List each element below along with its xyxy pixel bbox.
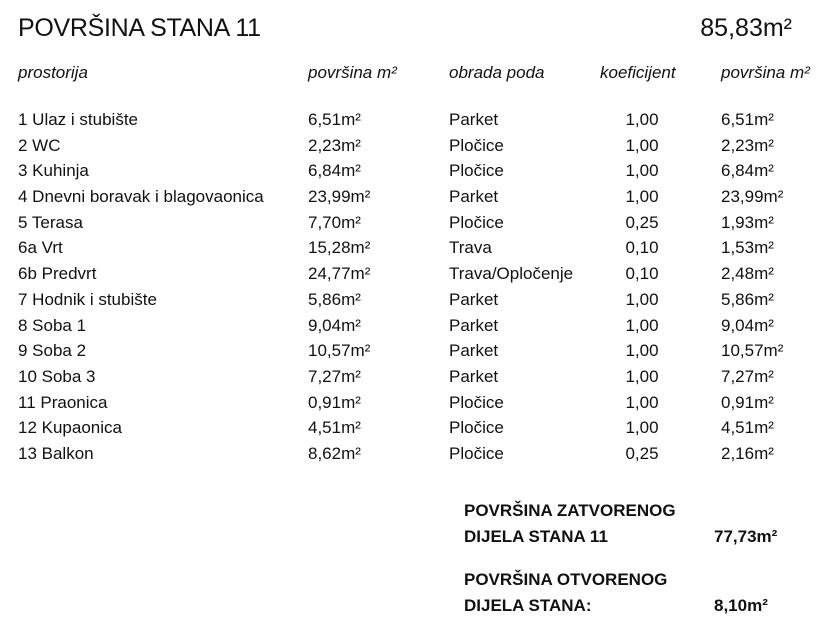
- table-row: [0, 313, 840, 339]
- header-room: prostorija: [18, 63, 88, 82]
- row-floor: Pločice: [449, 135, 504, 155]
- row-result: 2,16m²: [721, 443, 774, 463]
- row-result: 6,51m²: [721, 110, 774, 129]
- header-area: površina m²: [308, 63, 397, 82]
- row-coefficient: 1,00: [625, 366, 659, 386]
- row-room: 3 Kuhinja: [18, 161, 89, 181]
- table-row: [0, 415, 840, 441]
- row-result: 6,84m²: [721, 161, 774, 181]
- row-coefficient: 0,25: [625, 443, 659, 463]
- row-floor: Parket: [449, 289, 499, 309]
- row-floor: Parket: [449, 187, 499, 207]
- row-result: 1,53m²: [721, 238, 774, 258]
- row-result: 4,51m²: [721, 418, 774, 438]
- row-room: 6b Predvrt: [18, 264, 97, 284]
- table-row: [0, 261, 840, 287]
- header-coefficient: koeficijent: [600, 63, 676, 82]
- table-row: [0, 287, 840, 313]
- row-result: 2,48m²: [721, 264, 774, 284]
- row-floor: Parket: [449, 315, 499, 335]
- row-area: 9,04m²: [308, 315, 361, 335]
- row-result: 10,57m²: [721, 341, 784, 361]
- table-row: [0, 158, 840, 184]
- row-room: 10 Soba 3: [18, 366, 96, 386]
- row-room: 1 Ulaz i stubište: [18, 110, 138, 129]
- closed-area-value: 77,73m²: [714, 527, 778, 546]
- row-room: 8 Soba 1: [18, 315, 87, 335]
- table-row: [0, 107, 840, 133]
- row-room: 5 Terasa: [18, 212, 83, 232]
- row-area: 15,28m²: [308, 238, 371, 258]
- row-coefficient: 1,00: [625, 341, 659, 361]
- row-floor: Parket: [449, 366, 499, 386]
- row-floor: Trava/Opločenje: [449, 264, 574, 284]
- row-area: 5,86m²: [308, 289, 361, 309]
- table-row: [0, 390, 840, 416]
- row-room: 6a Vrt: [18, 238, 63, 258]
- open-area-label-line2: DIJELA STANA:: [464, 596, 592, 615]
- row-room: 2 WC: [18, 135, 61, 155]
- row-floor: Pločice: [449, 443, 504, 463]
- row-floor: Pločice: [449, 418, 504, 438]
- row-result: 23,99m²: [721, 187, 784, 207]
- table-row: [0, 338, 840, 364]
- row-room: 12 Kupaonica: [18, 418, 122, 438]
- row-coefficient: 0,10: [625, 238, 659, 258]
- row-result: 9,04m²: [721, 315, 774, 335]
- row-area: 7,27m²: [308, 366, 361, 386]
- row-coefficient: 1,00: [625, 289, 659, 309]
- row-coefficient: 1,00: [625, 418, 659, 438]
- open-area-label-line1: POVRŠINA OTVORENOG: [464, 570, 668, 589]
- table-row: [0, 364, 840, 390]
- row-coefficient: 1,00: [625, 110, 659, 129]
- room-table: [0, 107, 840, 467]
- row-coefficient: 0,25: [625, 212, 659, 232]
- closed-area-label-line1: POVRŠINA ZATVORENOG: [464, 501, 676, 520]
- header-result: površina m²: [721, 63, 810, 82]
- header-floor: obrada poda: [449, 63, 545, 82]
- row-area: 2,23m²: [308, 135, 361, 155]
- row-coefficient: 1,00: [625, 161, 659, 181]
- row-area: 23,99m²: [308, 187, 371, 207]
- row-floor: Trava: [449, 238, 492, 258]
- row-floor: Pločice: [449, 212, 504, 232]
- row-result: 5,86m²: [721, 289, 774, 309]
- row-result: 1,93m²: [721, 212, 774, 232]
- total-area: 85,83m²: [700, 14, 792, 42]
- row-coefficient: 1,00: [625, 187, 659, 207]
- row-area: 4,51m²: [308, 418, 361, 438]
- row-room: 4 Dnevni boravak i blagovaonica: [18, 187, 264, 207]
- closed-area-label-line2: DIJELA STANA 11: [464, 527, 608, 546]
- table-row: [0, 441, 840, 467]
- row-floor: Pločice: [449, 392, 504, 412]
- row-area: 24,77m²: [308, 264, 371, 284]
- row-floor: Parket: [449, 110, 499, 129]
- row-result: 2,23m²: [721, 135, 774, 155]
- row-area: 8,62m²: [308, 443, 361, 463]
- row-coefficient: 1,00: [625, 392, 659, 412]
- row-area: 6,51m²: [308, 110, 361, 129]
- row-room: 11 Praonica: [18, 392, 108, 412]
- page-title: POVRŠINA STANA 11: [18, 14, 261, 42]
- table-row: [0, 184, 840, 210]
- open-area-value: 8,10m²: [714, 596, 768, 615]
- table-row: [0, 133, 840, 159]
- row-room: 13 Balkon: [18, 443, 94, 463]
- row-coefficient: 1,00: [625, 135, 659, 155]
- row-area: 10,57m²: [308, 341, 371, 361]
- row-floor: Pločice: [449, 161, 504, 181]
- row-result: 0,91m²: [721, 392, 774, 412]
- table-row: [0, 210, 840, 236]
- row-result: 7,27m²: [721, 366, 774, 386]
- table-row: [0, 235, 840, 261]
- row-area: 0,91m²: [308, 392, 361, 412]
- row-room: 7 Hodnik i stubište: [18, 289, 157, 309]
- row-coefficient: 0,10: [625, 264, 659, 284]
- row-area: 6,84m²: [308, 161, 361, 181]
- row-coefficient: 1,00: [625, 315, 659, 335]
- row-floor: Parket: [449, 341, 499, 361]
- row-area: 7,70m²: [308, 212, 361, 232]
- row-room: 9 Soba 2: [18, 341, 87, 361]
